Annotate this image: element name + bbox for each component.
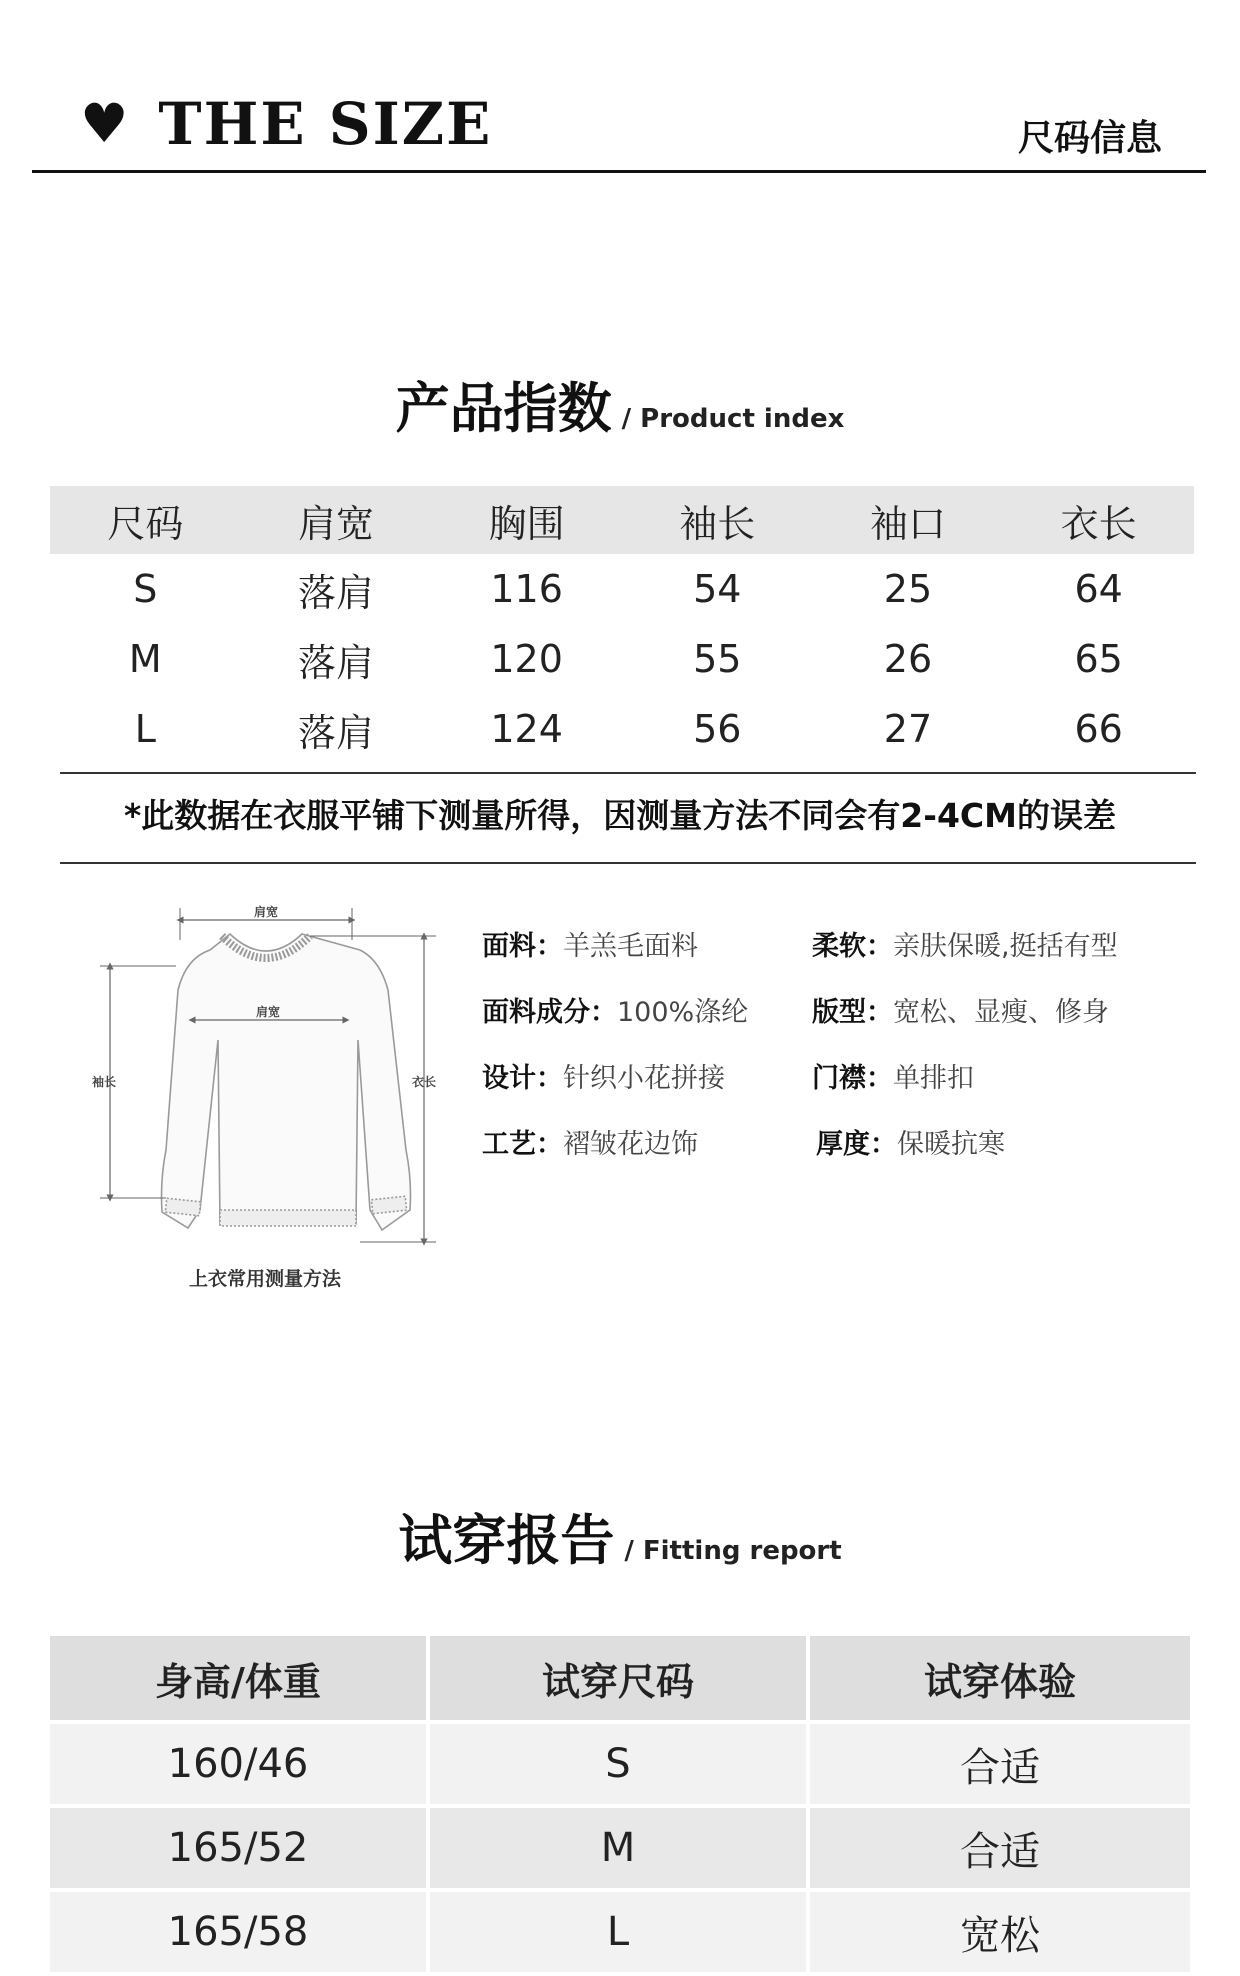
column-header: 肩宽 [241, 486, 432, 554]
size-info-label: 尺码信息 [1017, 118, 1162, 159]
table-cell: 120 [490, 637, 563, 681]
attribute-item: 门襟：单排扣 [812, 1063, 974, 1094]
body-length-label: 衣长 [411, 1075, 436, 1089]
size-table [50, 486, 1194, 764]
heart-icon: ♥ [80, 92, 129, 155]
attribute-row [482, 924, 1202, 964]
product-index-title-en: / Product index [621, 404, 845, 434]
table-cell: 165/58 [50, 1892, 430, 1976]
brand-title: THE SIZE [158, 90, 493, 158]
note-divider-bottom [60, 862, 1196, 864]
attribute-row [482, 1122, 1202, 1162]
column-header: 尺码 [50, 486, 241, 554]
column-header: 身高/体重 [50, 1636, 430, 1724]
column-header: 袖口 [813, 486, 1004, 554]
table-cell: S [133, 567, 158, 611]
product-index-title [0, 366, 1240, 443]
attribute-item: 柔软：亲肤保暖,挺括有型 [812, 931, 1118, 962]
table-cell: L [430, 1892, 810, 1976]
table-cell: 160/46 [50, 1724, 430, 1808]
column-header: 胸围 [431, 486, 622, 554]
table-cell: M [128, 637, 162, 681]
column-header: 衣长 [1003, 486, 1194, 554]
attribute-row [482, 990, 1202, 1030]
table-cell: 56 [693, 707, 742, 751]
attribute-item: 厚度：保暖抗寒 [816, 1129, 1005, 1160]
fitting-report-title-zh: 试穿报告 [398, 1509, 615, 1572]
attribute-row [482, 1056, 1202, 1096]
measurement-note: *此数据在衣服平铺下测量所得，因测量方法不同会有2-4CM的误差 [124, 796, 1116, 835]
attribute-item: 面料成分：100%涤纶 [482, 997, 749, 1028]
table-row [50, 554, 1194, 624]
table-cell: 25 [883, 567, 933, 611]
column-header: 试穿体验 [810, 1636, 1190, 1724]
table-cell: 宽松 [810, 1892, 1190, 1976]
table-cell: 165/52 [50, 1808, 430, 1892]
product-index-title-zh: 产品指数 [395, 377, 612, 440]
diagram-caption: 上衣常用测量方法 [188, 1268, 341, 1290]
sleeve-length-label: 袖长 [92, 1075, 117, 1089]
table-cell: 26 [883, 637, 933, 681]
table-cell: 66 [1074, 707, 1123, 751]
brand-header [80, 84, 492, 164]
table-row [50, 624, 1194, 694]
size-table-header [50, 486, 1194, 554]
table-cell: M [430, 1808, 810, 1892]
column-header: 袖长 [622, 486, 813, 554]
fitting-report-title [0, 1498, 1240, 1575]
table-row [50, 1808, 1190, 1892]
table-cell: 54 [693, 567, 742, 611]
table-cell: 65 [1074, 637, 1123, 681]
shoulder-width-label: 肩宽 [253, 905, 279, 919]
table-cell: L [134, 707, 156, 751]
table-row [50, 694, 1194, 764]
table-cell: 落肩 [297, 710, 374, 755]
table-cell: 124 [490, 707, 563, 751]
attribute-item: 面料：羊羔毛面料 [482, 931, 698, 962]
note-divider-top [60, 772, 1196, 774]
sweater-outline [162, 934, 411, 1230]
fitting-report-title-en: / Fitting report [624, 1536, 842, 1566]
fitting-table-header [50, 1636, 1190, 1724]
attribute-item: 工艺：褶皱花边饰 [482, 1129, 698, 1160]
sweater-measurement-diagram [70, 880, 470, 1300]
table-cell: S [430, 1724, 810, 1808]
header-divider [32, 170, 1206, 173]
table-cell: 合适 [810, 1724, 1190, 1808]
table-cell: 27 [883, 707, 933, 751]
table-cell: 64 [1074, 567, 1123, 611]
table-cell: 落肩 [297, 640, 374, 685]
table-cell: 合适 [810, 1808, 1190, 1892]
table-row [50, 1724, 1190, 1808]
fitting-table [50, 1636, 1190, 1976]
chest-width-label: 肩宽 [255, 1005, 281, 1019]
table-cell: 55 [693, 637, 742, 681]
table-cell: 落肩 [297, 570, 374, 615]
table-row [50, 1892, 1190, 1976]
column-header: 试穿尺码 [430, 1636, 810, 1724]
attribute-item: 设计：针织小花拼接 [482, 1063, 725, 1094]
attribute-item: 版型：宽松、显瘦、修身 [812, 997, 1109, 1028]
table-cell: 116 [490, 567, 563, 611]
